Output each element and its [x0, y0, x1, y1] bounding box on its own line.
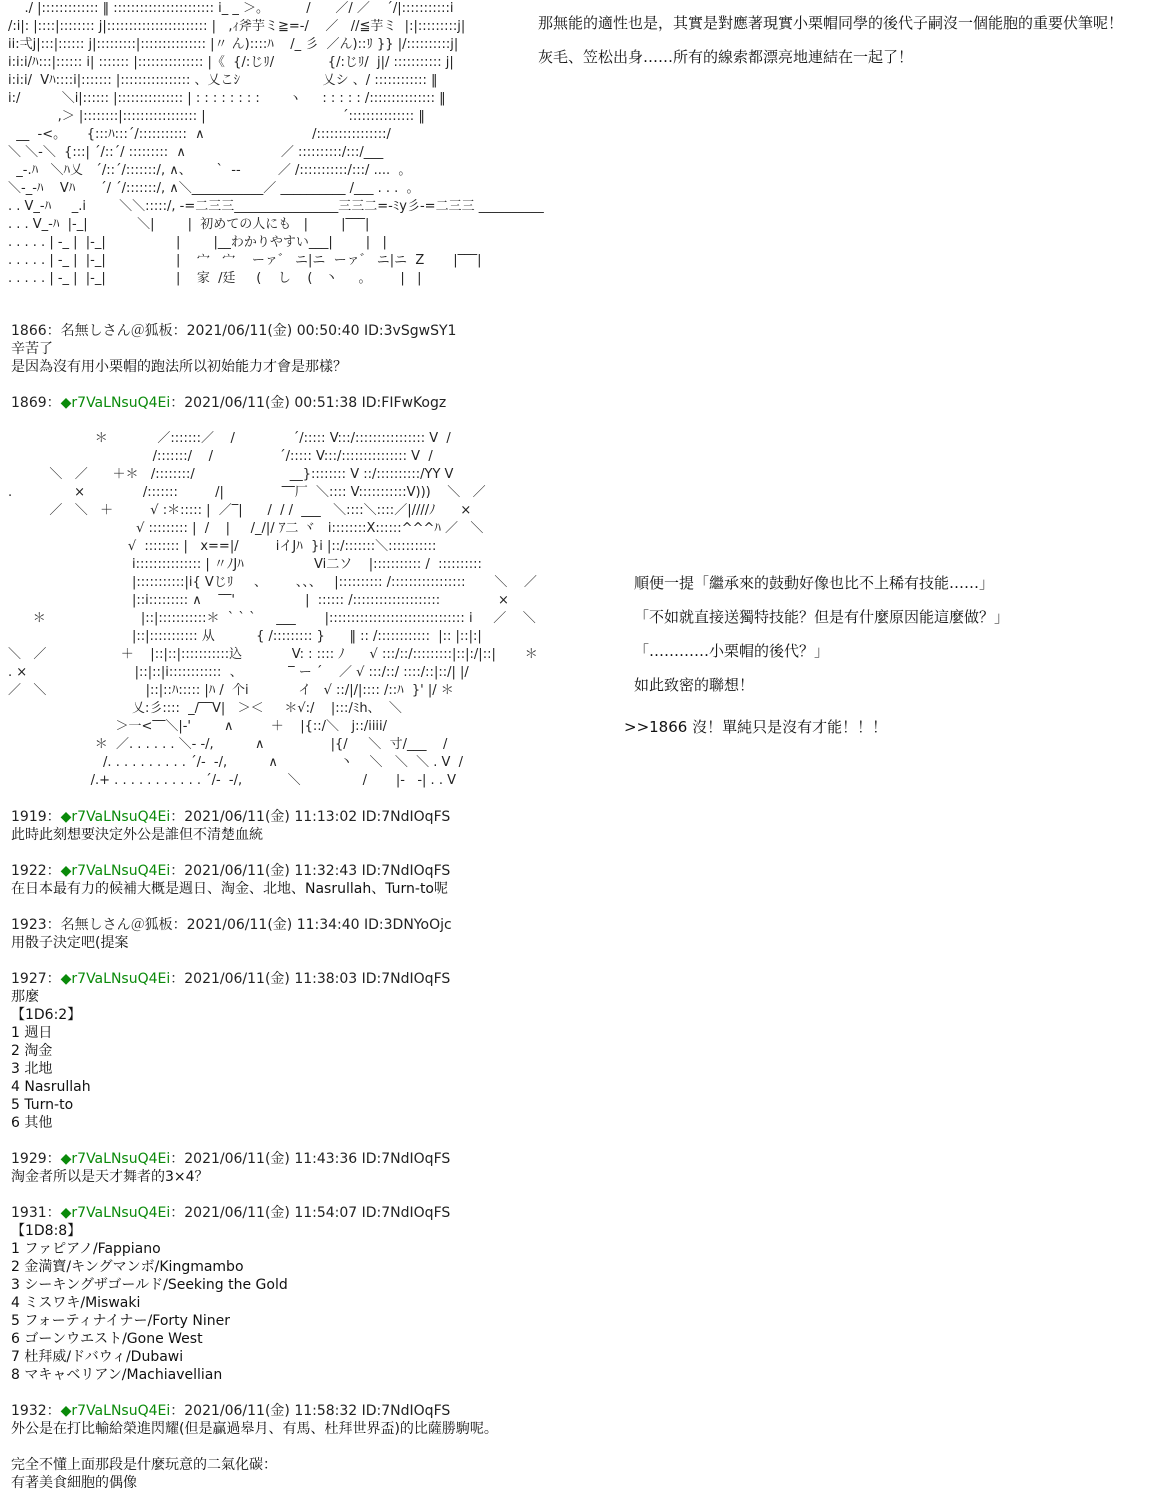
art-line: . . . . . | -_ | |-_| | |__わかりやすい___| | | [8, 235, 387, 250]
post-header [11, 394, 1151, 412]
post-body [11, 988, 1151, 1132]
art-line: i::::::::::::::: | 〃ﾉJﾊ Vi二ソ |::::::::::: / :::::::::: [8, 557, 482, 572]
post-line: 外公是在打比輸給榮進閃耀(但是贏過皋月、有馬、杜拜世界盃)的比薩勝駒呢。 [11, 1421, 498, 1437]
post-number: 1927： [11, 971, 61, 987]
post-meta: ：2021/06/11(金) 00:51:38 ID:FIFwKogz [170, 395, 447, 411]
post-line: 辛苦了 [11, 341, 53, 357]
post-header [11, 808, 1151, 826]
post-1931 [11, 1204, 1151, 1384]
post-body [11, 1420, 1151, 1492]
post-meta: ：2021/06/11(金) 11:32:43 ID:7NdIOqFS [170, 863, 451, 879]
post-1866 [11, 322, 1151, 376]
post-body [11, 880, 1151, 898]
reply-narration [624, 718, 887, 736]
post-body [11, 1222, 1151, 1384]
narration-line: 如此致密的聯想！ [634, 676, 755, 694]
post-trip[interactable]: ◆r7VaLNsuQ4Ei [60, 971, 171, 987]
post-1923 [11, 916, 1151, 952]
art-line: _-.ﾊ ＼ﾊ乂 ´/::´/:::::::/, ∧、 ` -- ／ /:::::::::::/:::/ .... 。 [8, 163, 412, 178]
list-item: 5 Turn-to [11, 1097, 74, 1113]
list-item: 6 其他 [11, 1115, 53, 1131]
post-line: 在日本最有力的候補大概是週日、淘金、北地、Nasrullah、Turn-to呢 [11, 881, 448, 897]
post-1932 [11, 1402, 1151, 1492]
list-item: 3 北地 [11, 1061, 53, 1077]
art-line: ＼ ／ ＋＊ /::::::::/ __}:::::::: V ::/::::::::::/YY V [8, 467, 454, 482]
post-header [11, 1402, 1151, 1420]
post-header-text: 1923：名無しさん＠狐板：2021/06/11(金) 11:34:40 ID:3DNYoOjc [11, 917, 452, 933]
art-line: /.+ . . . . . . . . . . . ´/- -/, ＼ / |- -| . . V [8, 773, 456, 788]
post-number: 1869： [11, 395, 61, 411]
art-line: ＼-_-ﾊ Vﾊ ´/ ´/:::::::/, ∧＼___________／ __________ /___ . . . 。 [8, 181, 420, 196]
art-line: ii:弌j|:::|:::::: j|:::::::::|::::::::::::::: |〃 ん)::::ﾊ /_ 彡 ／ん)::ﾘ }} |/::::::::::j| [8, 37, 459, 52]
list-item: 8 マキャベリアン/Machiavellian [11, 1367, 223, 1383]
post-1919 [11, 808, 1151, 844]
post-number: 1931： [11, 1205, 61, 1221]
art-line: ＊ |::|:::::::::::＊ ` ` ` ___ |::::::::::::::::::::::::::::::: i ／ ＼ [8, 611, 536, 626]
art-line: i:i:i/ﾊ:::|:::::: i| ::::::: |::::::::::::::: |《 {/:じﾘ/ {/:じﾘ/ j|/ ::::::::::: j| [8, 55, 454, 70]
art-line: ＞一<‾‾＼|-' ∧ ＋ |{::/＼ j::/iiii/ [8, 719, 388, 734]
post-line: 有著美食細胞的偶像 [11, 1475, 137, 1491]
art-line: |::i::::::::: ∧ ‾‾' | :::::: /:::::::::::::::::::: × [8, 593, 509, 608]
post-meta: ：2021/06/11(金) 11:38:03 ID:7NdIOqFS [170, 971, 451, 987]
narration-line: >>1866 沒！單純只是沒有才能！！！ [624, 718, 888, 736]
mid-narration [634, 574, 1009, 710]
art-line: √ ::::::::: | / | /_/|/ ｱ二 ヾ i::::::::X::::::^^^ﾊ ／ ＼ [8, 521, 484, 536]
art-line: √ :::::::: | x==|/ iイJﾊ }i |::/:::::::＼::::::::::: [8, 539, 437, 554]
list-item: 2 金満寶/キングマンボ/Kingmambo [11, 1259, 244, 1275]
art-line: /:i|: |::::|:::::::: j|::::::::::::::::::::::: | ,ｨ斧芋ミ≧=-/ ／ //≦芋ミ |:|:::::::::j| [8, 19, 466, 34]
art-line: /. . . . . . . . . . ´/- -/, ∧ 丶 ＼ ＼ ＼ . V / [8, 755, 464, 770]
post-header [11, 862, 1151, 880]
top-narration [538, 14, 1123, 66]
narration-line: 「不如就直接送獨特技能？但是有什麼原因能這麼做？」 [634, 608, 1010, 626]
art-line: . × |::|::|i:::::::::::: 、 ‾ ー ´ ／ √ :::/::/ ::::/::|::/| |/ [8, 665, 469, 680]
post-header [11, 970, 1151, 988]
mid-ascii-art [8, 430, 618, 790]
post-1929 [11, 1150, 1151, 1186]
post-header [11, 1204, 1151, 1222]
post-body [11, 340, 1151, 376]
art-line: . . . . . | -_ | |-_| | 宀 宀 ーァ゛ ニ|ニ ーァ゛ ニ|ニ Z |‾‾‾| [8, 253, 482, 268]
narration-line: 「…………小栗帽的後代？」 [634, 642, 830, 660]
art-line: /:::::::/ / ´/::::: V:::/::::::::::::::: V / [8, 449, 433, 464]
post-header-text: 1866：名無しさん＠狐板：2021/06/11(金) 00:50:40 ID:3vSgwSY1 [11, 323, 457, 339]
post-number: 1922： [11, 863, 61, 879]
list-item: 3 シーキングザゴールド/Seeking the Gold [11, 1277, 288, 1293]
art-line: ＼ ＼-＼ {:::| ´/::´/ ::::::::: ∧ ／ ::::::::::/:::/___ [8, 145, 384, 160]
post-number: 1929： [11, 1151, 61, 1167]
post-trip[interactable]: ◆r7VaLNsuQ4Ei [60, 1205, 171, 1221]
post-body [11, 934, 1151, 952]
dice-result: 【1D8:8】 [11, 1223, 82, 1239]
post-meta: ：2021/06/11(金) 11:13:02 ID:7NdIOqFS [170, 809, 451, 825]
post-line: 淘金者所以是天才舞者的3×4？ [11, 1169, 209, 1185]
post-number: 1932： [11, 1403, 61, 1419]
art-line: ＼ ／ ＋ |::|::|:::::::::::込 V: : :::: ﾉ √ :::/::/:::::::::|::|:/|::| ＊ [8, 647, 538, 662]
post-1869 [11, 394, 1151, 412]
post-trip[interactable]: ◆r7VaLNsuQ4Ei [60, 863, 171, 879]
art-line: ./ |::::::::::::: ‖ ::::::::::::::::::::::: i_ _ ＞。 / ／/ ／ ´/|:::::::::::i [8, 1, 454, 16]
art-line: . . . . . | -_ | |-_| | 家 /廷 ( し ( 丶 。 | | [8, 271, 422, 286]
art-line: ＊ ／. . . . . . ＼- -/, ∧ |{/ ＼ 寸/___ / [8, 737, 448, 752]
post-line-blank [11, 1438, 1151, 1456]
post-trip[interactable]: ◆r7VaLNsuQ4Ei [60, 809, 171, 825]
post-trip[interactable]: ◆r7VaLNsuQ4Ei [60, 395, 171, 411]
list-item: 1 ファピアノ/Fappiano [11, 1241, 161, 1257]
list-item: 1 週日 [11, 1025, 53, 1041]
post-meta: ：2021/06/11(金) 11:43:36 ID:7NdIOqFS [170, 1151, 451, 1167]
dice-result: 【1D6:2】 [11, 1007, 82, 1023]
post-1927 [11, 970, 1151, 1132]
list-item: 6 ゴーンウエスト/Gone West [11, 1331, 203, 1347]
art-line: . . V_-ﾊ _.i ＼＼:::::/, -=二三三________________三三二=-ﾐy彡-=二三三 __________ [8, 199, 544, 214]
art-line: ,＞ |::::::::|::::::::::::::::: | ´::::::::::::::: ‖ [8, 109, 425, 124]
art-line: . . . V_-ﾊ |-_| ＼| | 初めての人にも | |‾‾‾| [8, 217, 370, 232]
post-meta: ：2021/06/11(金) 11:58:32 ID:7NdIOqFS [170, 1403, 451, 1419]
post-line: 是因為沒有用小栗帽的跑法所以初始能力才會是那樣？ [11, 359, 347, 375]
post-header [11, 916, 1151, 934]
post-meta: ：2021/06/11(金) 11:54:07 ID:7NdIOqFS [170, 1205, 451, 1221]
narration-line: 順便一提「繼承來的鼓動好像也比不上稀有技能……」 [634, 574, 995, 592]
post-line: 用骰子決定吧(提案 [11, 935, 129, 951]
art-line: ／ ＼ |::|::ﾊ::::: |ﾊ / 个i イ √ ::/|/|:::: /::ﾊ }' |/ ＊ [8, 683, 454, 698]
list-item: 7 杜拜威/ドバウィ/Dubawi [11, 1349, 184, 1365]
list-item: 4 ミスワキ/Miswaki [11, 1295, 141, 1311]
art-line: ／ ＼ ＋ √ :＊::::: | ／‾| / / / ___ ＼::::＼::::／|////ﾉ × [8, 503, 472, 518]
post-line: 此時此刻想要決定外公是誰但不清楚血統 [11, 827, 263, 843]
list-item: 5 フォーティナイナー/Forty Niner [11, 1313, 230, 1329]
post-header [11, 1150, 1151, 1168]
post-trip[interactable]: ◆r7VaLNsuQ4Ei [60, 1151, 171, 1167]
post-1922 [11, 862, 1151, 898]
list-item: 4 Nasrullah [11, 1079, 91, 1095]
art-line: i:i:i/ Vﾊ::::i|::::::: |:::::::::::::::: 、乂こｼ 乂シ 、/ :::::::::::: ‖ [8, 73, 438, 88]
narration-line: 那無能的適性也是，其實是對應著現實小栗帽同學的後代子嗣沒一個能胞的重要伏筆呢！ [538, 14, 1124, 32]
post-body [11, 1168, 1151, 1186]
art-line: i:/ ＼i|:::::: |::::::::::::::: | : : : : : : : : ヽ : : : : : /::::::::::::::: ‖ [8, 91, 446, 106]
list-item: 2 淘金 [11, 1043, 53, 1059]
art-line: |:::::::::::|i{ Vじﾘ 、 、、、 |:::::::::: /::::::::::::::::: ＼ ／ [8, 575, 537, 590]
art-line: . × /::::::: /| ‾‾厂 ＼:::: V:::::::::::V))) ＼ ／ [8, 485, 486, 500]
art-line: |::|::::::::::: 从 { /::::::::: } ‖ :: /:::::::::::: |:: |::|:| [8, 629, 482, 644]
narration-line: 灰毛、笠松出身……所有的線索都漂亮地連結在一起了！ [538, 48, 914, 66]
art-line: ＊ ／:::::::／ / ´/::::: V:::/:::::::::::::::: V / [8, 431, 451, 446]
post-number: 1919： [11, 809, 61, 825]
post-trip[interactable]: ◆r7VaLNsuQ4Ei [60, 1403, 171, 1419]
post-header [11, 322, 1151, 340]
post-body [11, 826, 1151, 844]
art-line: 乂:彡:::: _/‾‾V| ＞＜ ＊√:/ |:::/ﾐh、 ＼ [8, 701, 402, 716]
post-line: 那麼 [11, 989, 39, 1005]
art-line: __ -<。 {:::ﾊ:::´/::::::::::: ∧ /::::::::::::::::/ [8, 127, 391, 142]
post-line: 完全不懂上面那段是什麼玩意的二氣化碳： [11, 1457, 277, 1473]
